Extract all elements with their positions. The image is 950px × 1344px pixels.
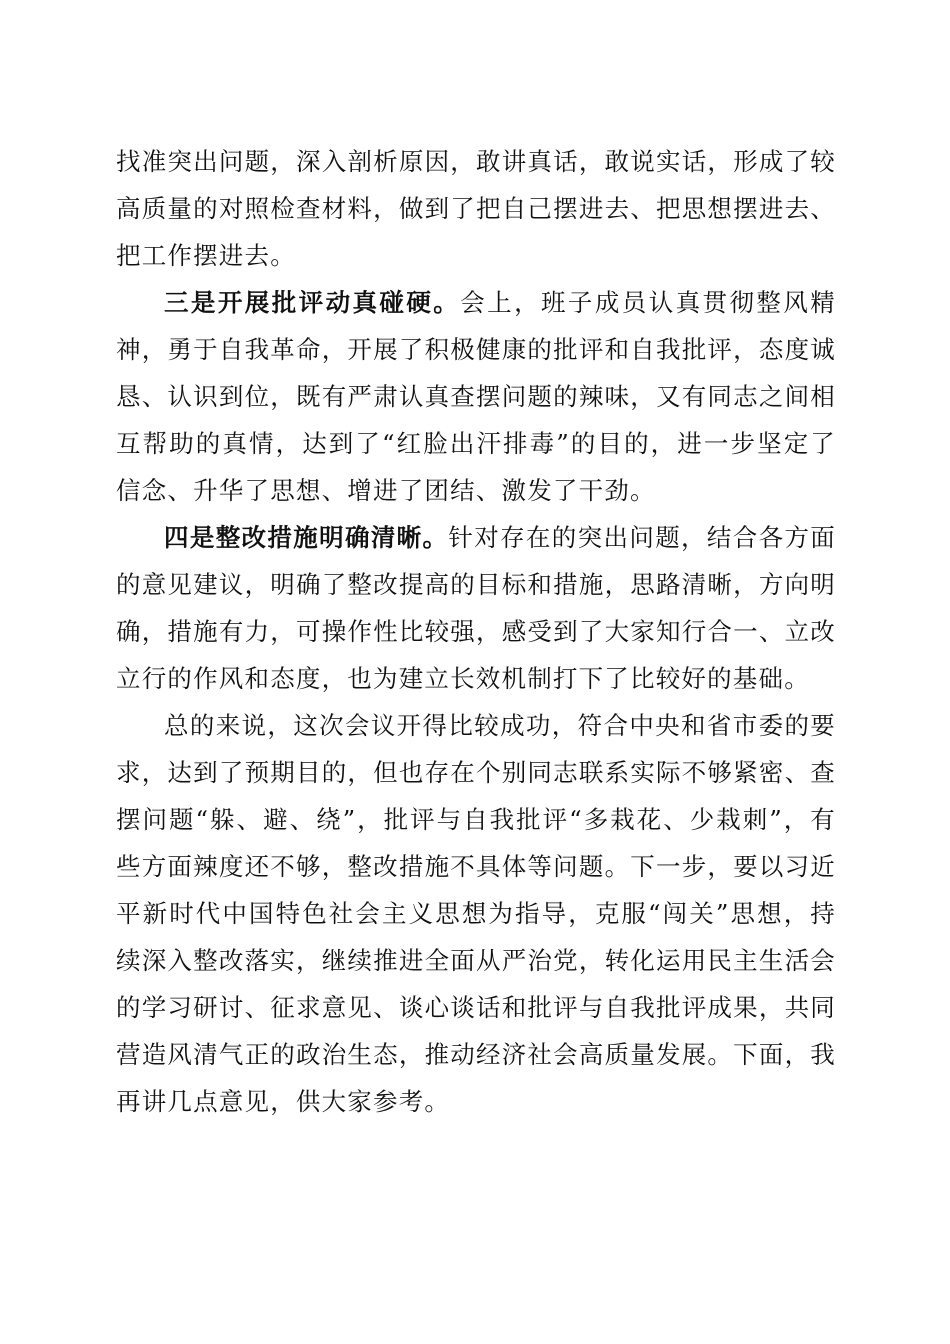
paragraph-rectification xyxy=(116,514,836,702)
document-body xyxy=(116,138,836,1125)
paragraph-continuation xyxy=(116,138,836,279)
paragraph-text: 会上，班子成员认真贯彻整风精神，勇于自我革命，开展了积极健康的批评和自我批评，态度诚恳、认识到位，既有严肃认真查摆问题的辣味，又有同志之间相互帮助的真情，达到了“红脸出汗排毒”的目的，进一步坚定了信念、升华了思想、增进了团结、激发了干劲。 xyxy=(116,288,836,505)
paragraph-criticism xyxy=(116,279,836,514)
paragraph-heading: 三是开展批评动真碰硬。 xyxy=(164,288,461,317)
paragraph-text: 找准突出问题，深入剖析原因，敢讲真话，敢说实话，形成了较高质量的对照检查材料，做到了把自己摆进去、把思想摆进去、把工作摆进去。 xyxy=(116,147,836,270)
paragraph-text: 总的来说，这次会议开得比较成功，符合中央和省市委的要求，达到了预期目的，但也存在个别同志联系实际不够紧密、查摆问题“躲、避、绕”，批评与自我批评“多栽花、少栽刺”，有些方面辣度还不够，整改措施不具体等问题。下一步，要以习近平新时代中国特色社会主义思想为指导，克服“闯关”思想，持续深入整改落实，继续推进全面从严治党，转化运用民主生活会的学习研讨、征求意见、谈心谈话和批评与自我批评成果，共同营造风清气正的政治生态，推动经济社会高质量发展。下面，我再讲几点意见，供大家参考。 xyxy=(116,711,836,1116)
paragraph-summary xyxy=(116,702,836,1125)
paragraph-text: 针对存在的突出问题，结合各方面的意见建议，明确了整改提高的目标和措施，思路清晰，方向明确，措施有力，可操作性比较强，感受到了大家知行合一、立改立行的作风和态度，也为建立长效机制打下了比较好的基础。 xyxy=(116,523,836,693)
paragraph-heading: 四是整改措施明确清晰。 xyxy=(164,523,449,552)
